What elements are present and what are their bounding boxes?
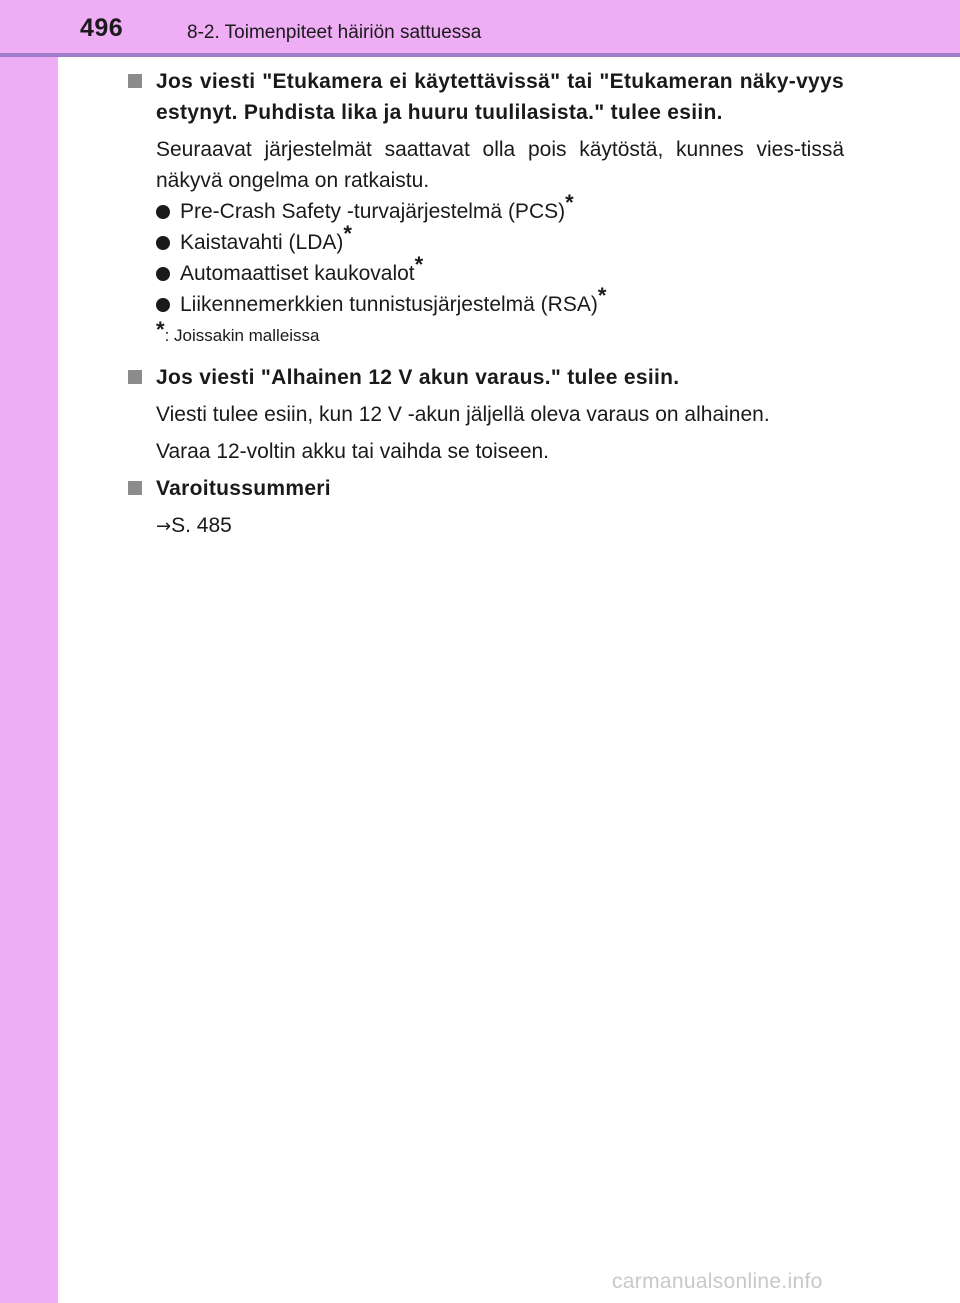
list-item-text: Liikennemerkkien tunnistusjärjestelmä (RSA): [180, 293, 598, 316]
footnote-star: *: [156, 317, 165, 342]
bullet-dot-icon: [156, 267, 170, 281]
bullet-dot-icon: [156, 205, 170, 219]
section-heading-camera: [128, 66, 844, 128]
xref-text: S. 485: [171, 514, 232, 537]
page-number: 496: [80, 14, 124, 42]
list-item: [156, 283, 844, 320]
heading-text: Jos viesti "Alhainen 12 V akun varaus." tulee esiin.: [156, 366, 680, 389]
watermark: carmanualsonline.info: [612, 1270, 823, 1293]
heading-text: Varoitussummeri: [156, 477, 331, 500]
page-content: [128, 66, 844, 542]
list-item-text: Pre-Crash Safety -turvajärjestelmä (PCS): [180, 200, 566, 223]
section-heading-battery: [128, 362, 844, 393]
cross-reference[interactable]: [156, 510, 844, 542]
list-item: [156, 252, 844, 289]
footnote-marker: *: [343, 221, 352, 246]
paragraph: Varaa 12-voltin akku tai vaihda se toiseen.: [156, 440, 550, 463]
paragraph: Seuraavat järjestelmät saattavat olla pois käytöstä, kunnes vies-tissä näkyvä ongelma on ratkaistu.: [156, 138, 844, 192]
arrow-right-icon: →: [156, 516, 172, 537]
bullet-dot-icon: [156, 298, 170, 312]
footnote: [156, 318, 844, 348]
list-item-text: Automaattiset kaukovalot: [180, 262, 415, 285]
footnote-marker: *: [597, 283, 607, 308]
header-rule: [0, 53, 960, 57]
section-title: 8-2. Toimenpiteet häiriön sattuessa: [187, 22, 482, 43]
paragraph: Viesti tulee esiin, kun 12 V -akun jäljellä oleva varaus on alhainen.: [156, 403, 770, 426]
square-bullet-icon: [128, 370, 142, 384]
bullet-dot-icon: [156, 236, 170, 250]
heading-text: Jos viesti "Etukamera ei käytettävissä" tai "Etukameran näky-vyys estynyt. Puhdista lika ja huuru tuulilasista." tulee esiin.: [156, 70, 844, 124]
section-heading-buzzer: [128, 473, 844, 504]
footnote-text: : Joissakin malleissa: [164, 326, 320, 345]
footnote-marker: *: [565, 190, 574, 215]
side-color-strip: [0, 0, 58, 1303]
list-item-text: Kaistavahti (LDA): [180, 231, 344, 254]
square-bullet-icon: [128, 74, 142, 88]
square-bullet-icon: [128, 481, 142, 495]
footnote-marker: *: [414, 252, 424, 277]
list-item: [156, 190, 844, 227]
list-item: [156, 221, 844, 258]
